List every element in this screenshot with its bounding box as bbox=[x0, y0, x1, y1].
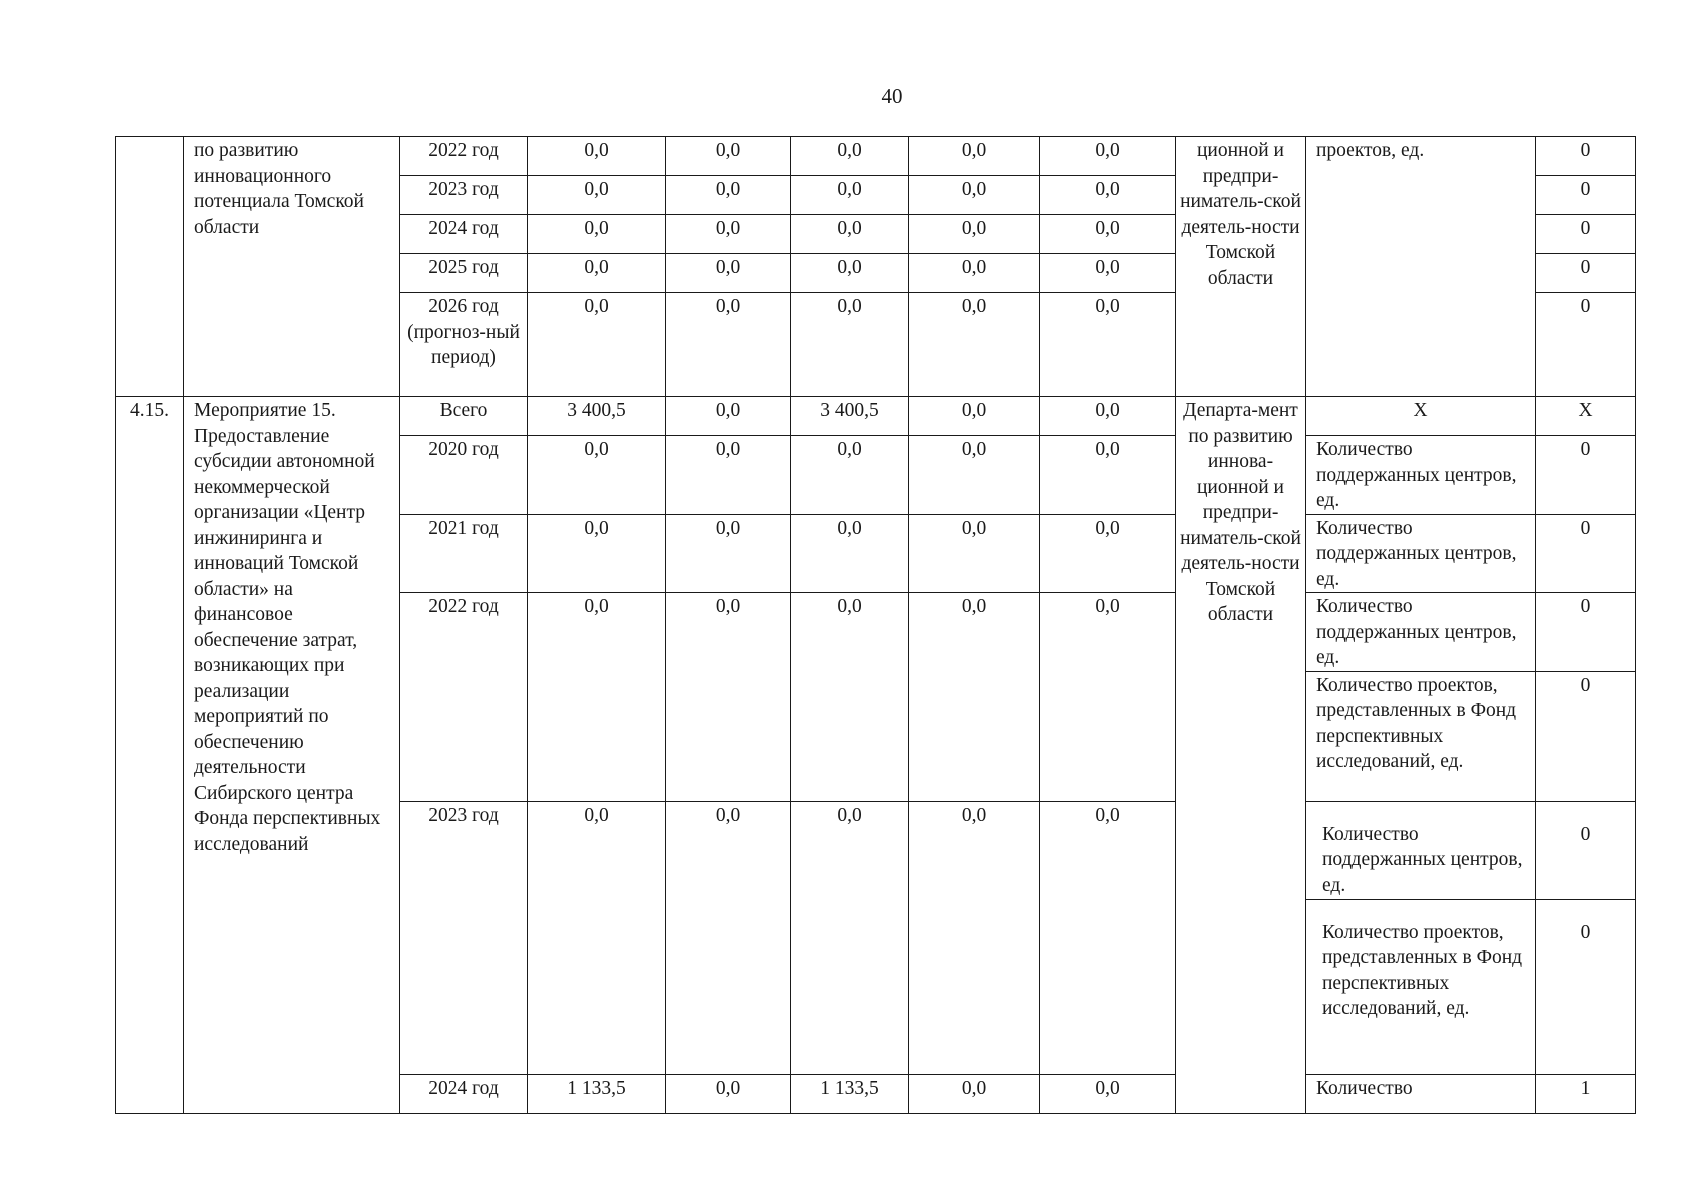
extra-budget-cell: 0,0 bbox=[1040, 1074, 1176, 1113]
extra-budget-cell: 0,0 bbox=[1040, 436, 1176, 515]
total-cell: 0,0 bbox=[528, 593, 666, 802]
regional-cell: 0,0 bbox=[791, 593, 909, 802]
extra-budget-cell: 0,0 bbox=[1040, 176, 1176, 215]
extra-budget-cell: 0,0 bbox=[1040, 254, 1176, 293]
year-cell: 2023 год bbox=[400, 801, 528, 1074]
indicator-value-cell: 0 bbox=[1536, 254, 1636, 293]
year-cell: Всего bbox=[400, 397, 528, 436]
total-cell: 0,0 bbox=[528, 137, 666, 176]
year-cell: 2022 год bbox=[400, 593, 528, 802]
indicator-value-cell: 0 bbox=[1536, 436, 1636, 515]
regional-cell: 0,0 bbox=[791, 176, 909, 215]
local-cell: 0,0 bbox=[909, 293, 1040, 397]
total-cell: 0,0 bbox=[528, 215, 666, 254]
local-cell: 0,0 bbox=[909, 397, 1040, 436]
year-cell: 2024 год bbox=[400, 215, 528, 254]
year-cell: 2021 год bbox=[400, 514, 528, 593]
year-cell: 2023 год bbox=[400, 176, 528, 215]
federal-cell: 0,0 bbox=[666, 397, 791, 436]
indicator-name-cell: Количество bbox=[1306, 1074, 1536, 1113]
indicator-name-cell: Количество поддержанных центров, ед. bbox=[1306, 436, 1536, 515]
table-row bbox=[116, 397, 1636, 436]
extra-budget-cell: 0,0 bbox=[1040, 801, 1176, 1074]
federal-cell: 0,0 bbox=[666, 514, 791, 593]
executor-cell: Департа-мент по развитию иннова-ционной и предпри-ниматель-ской деятель-ности Томской области bbox=[1176, 397, 1306, 1114]
indicator-value-cell: 0 bbox=[1536, 176, 1636, 215]
row-number-cell: 4.15. bbox=[116, 397, 184, 1114]
indicator-name-cell: Х bbox=[1306, 397, 1536, 436]
indicator-name-cell: проектов, ед. bbox=[1306, 137, 1536, 397]
indicator-value-cell: 0 bbox=[1536, 137, 1636, 176]
program-table bbox=[115, 136, 1636, 1114]
year-cell: 2020 год bbox=[400, 436, 528, 515]
indicator-name-cell: Количество проектов, представленных в Фонд перспективных исследований, ед. bbox=[1306, 671, 1536, 801]
indicator-value-cell: 0 bbox=[1536, 514, 1636, 593]
local-cell: 0,0 bbox=[909, 593, 1040, 802]
extra-budget-cell: 0,0 bbox=[1040, 137, 1176, 176]
extra-budget-cell: 0,0 bbox=[1040, 397, 1176, 436]
total-cell: 3 400,5 bbox=[528, 397, 666, 436]
extra-budget-cell: 0,0 bbox=[1040, 593, 1176, 802]
total-cell: 0,0 bbox=[528, 801, 666, 1074]
indicator-name-cell: Количество поддержанных центров, ед. bbox=[1306, 801, 1536, 899]
federal-cell: 0,0 bbox=[666, 137, 791, 176]
regional-cell: 0,0 bbox=[791, 137, 909, 176]
federal-cell: 0,0 bbox=[666, 1074, 791, 1113]
federal-cell: 0,0 bbox=[666, 254, 791, 293]
table-row bbox=[116, 137, 1636, 176]
regional-cell: 0,0 bbox=[791, 215, 909, 254]
local-cell: 0,0 bbox=[909, 1074, 1040, 1113]
extra-budget-cell: 0,0 bbox=[1040, 293, 1176, 397]
regional-cell: 3 400,5 bbox=[791, 397, 909, 436]
indicator-value-cell: 0 bbox=[1536, 671, 1636, 801]
total-cell: 0,0 bbox=[528, 293, 666, 397]
indicator-value-cell: 0 bbox=[1536, 899, 1636, 1074]
regional-cell: 1 133,5 bbox=[791, 1074, 909, 1113]
indicator-name-cell: Количество поддержанных центров, ед. bbox=[1306, 593, 1536, 672]
local-cell: 0,0 bbox=[909, 436, 1040, 515]
indicator-value-cell: 0 bbox=[1536, 801, 1636, 899]
regional-cell: 0,0 bbox=[791, 514, 909, 593]
year-cell: 2024 год bbox=[400, 1074, 528, 1113]
indicator-name-cell: Количество поддержанных центров, ед. bbox=[1306, 514, 1536, 593]
indicator-value-cell: 0 bbox=[1536, 215, 1636, 254]
extra-budget-cell: 0,0 bbox=[1040, 215, 1176, 254]
total-cell: 0,0 bbox=[528, 176, 666, 215]
year-cell: 2026 год (прогноз-ный период) bbox=[400, 293, 528, 397]
total-cell: 0,0 bbox=[528, 436, 666, 515]
federal-cell: 0,0 bbox=[666, 801, 791, 1074]
federal-cell: 0,0 bbox=[666, 593, 791, 802]
federal-cell: 0,0 bbox=[666, 215, 791, 254]
indicator-value-cell: 0 bbox=[1536, 293, 1636, 397]
extra-budget-cell: 0,0 bbox=[1040, 514, 1176, 593]
local-cell: 0,0 bbox=[909, 801, 1040, 1074]
regional-cell: 0,0 bbox=[791, 293, 909, 397]
year-cell: 2025 год bbox=[400, 254, 528, 293]
regional-cell: 0,0 bbox=[791, 801, 909, 1074]
federal-cell: 0,0 bbox=[666, 176, 791, 215]
year-cell: 2022 год bbox=[400, 137, 528, 176]
indicator-value-cell: 0 bbox=[1536, 593, 1636, 672]
row-number-cell bbox=[116, 137, 184, 397]
federal-cell: 0,0 bbox=[666, 293, 791, 397]
indicator-name-cell: Количество проектов, представленных в Фонд перспективных исследований, ед. bbox=[1306, 899, 1536, 1074]
measure-name-cell: по развитию инновационного потенциала Томской области bbox=[184, 137, 400, 397]
local-cell: 0,0 bbox=[909, 176, 1040, 215]
regional-cell: 0,0 bbox=[791, 254, 909, 293]
total-cell: 0,0 bbox=[528, 514, 666, 593]
executor-cell: ционной и предпри-ниматель-ской деятель-ности Томской области bbox=[1176, 137, 1306, 397]
page-number: 40 bbox=[881, 84, 903, 108]
federal-cell: 0,0 bbox=[666, 436, 791, 515]
local-cell: 0,0 bbox=[909, 254, 1040, 293]
total-cell: 1 133,5 bbox=[528, 1074, 666, 1113]
local-cell: 0,0 bbox=[909, 514, 1040, 593]
total-cell: 0,0 bbox=[528, 254, 666, 293]
regional-cell: 0,0 bbox=[791, 436, 909, 515]
indicator-value-cell: Х bbox=[1536, 397, 1636, 436]
indicator-value-cell: 1 bbox=[1536, 1074, 1636, 1113]
local-cell: 0,0 bbox=[909, 137, 1040, 176]
local-cell: 0,0 bbox=[909, 215, 1040, 254]
measure-name-cell: Мероприятие 15. Предоставление субсидии автономной некоммерческой организации «Центр инжиниринга и инноваций Томской области» на финансовое обеспечение затрат, возникающих при реализации мероприятий по обеспечению деятельности Сибирского центра Фонда перспективных исследований bbox=[184, 397, 400, 1114]
